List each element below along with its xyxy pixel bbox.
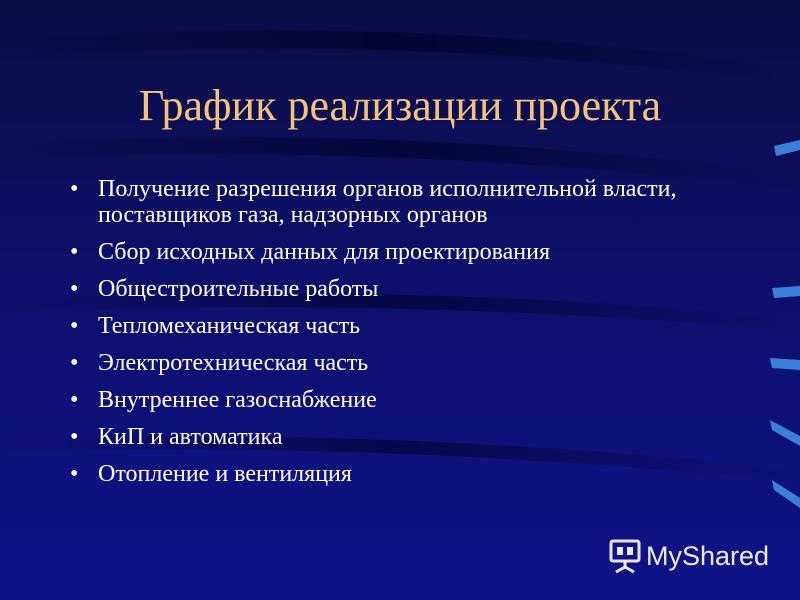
list-item: • Электротехническая часть bbox=[70, 350, 710, 376]
list-item: • КиП и автоматика bbox=[70, 424, 710, 450]
list-item: • Получение разрешения органов исполнительной власти, поставщиков газа, надзорных органов bbox=[70, 176, 710, 228]
list-item: • Отопление и вентиляция bbox=[70, 461, 710, 487]
list-item: • Общестроительные работы bbox=[70, 276, 710, 302]
watermark-text: MyShared bbox=[646, 541, 770, 571]
list-item: • Тепломеханическая часть bbox=[70, 313, 710, 339]
slide-title: График реализации проекта bbox=[138, 81, 662, 130]
myshared-watermark bbox=[608, 538, 769, 574]
list-item: • Внутреннее газоснабжение bbox=[70, 387, 710, 413]
list-item: • Сбор исходных данных для проектирования bbox=[70, 239, 710, 265]
bullet-list bbox=[70, 176, 710, 498]
presentation-board-icon bbox=[608, 538, 642, 574]
